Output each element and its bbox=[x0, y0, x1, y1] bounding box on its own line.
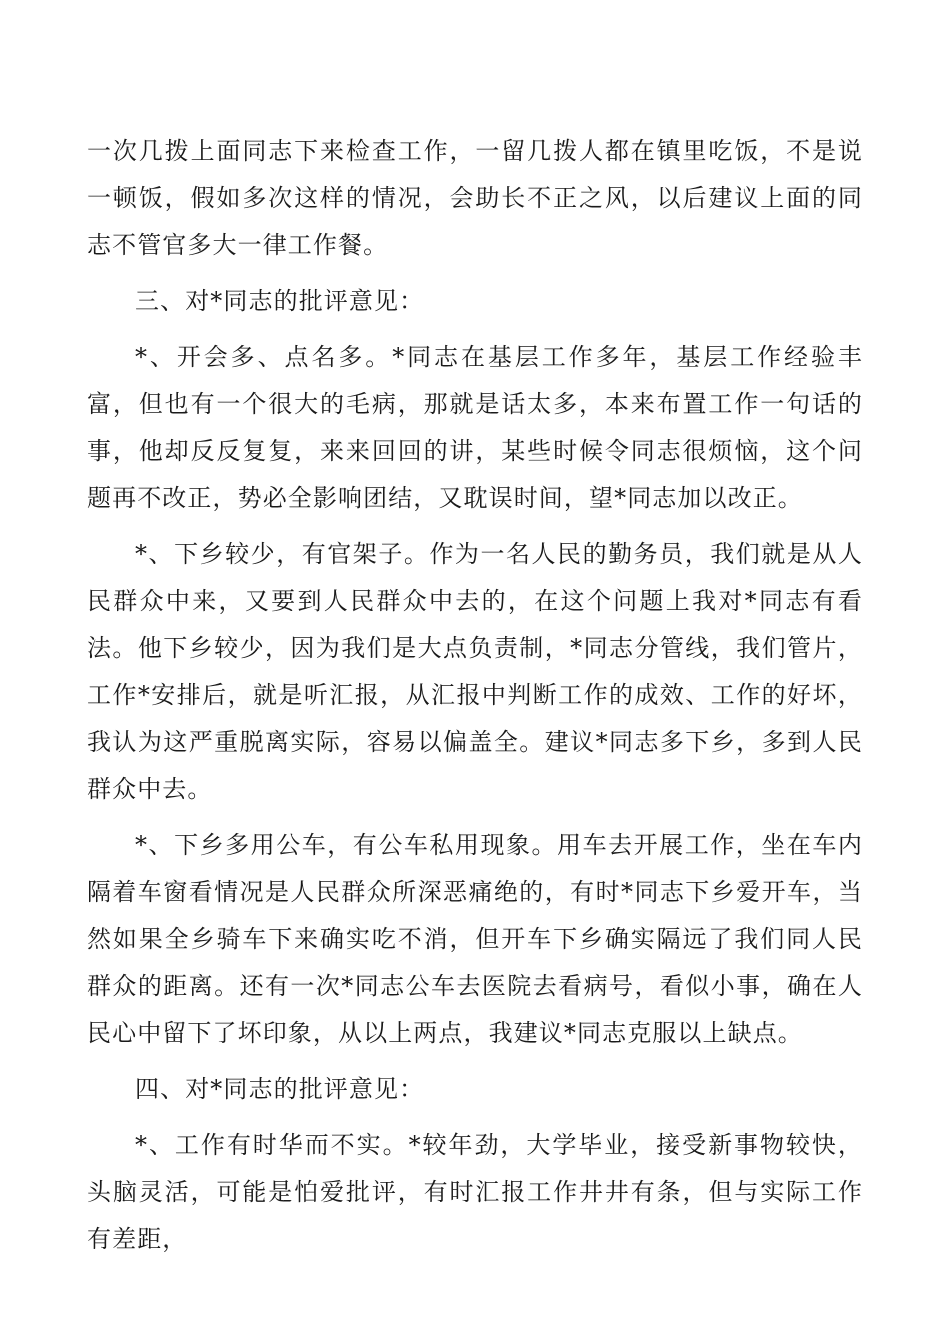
section-heading-three: 三、对*同志的批评意见： bbox=[135, 287, 425, 315]
document-page bbox=[87, 128, 863, 1272]
paragraph-rural-visits: *、下乡较少，有官架子。作为一名人民的勤务员，我们就是从人民群众中来，又要到人民群众中去的，在这个问题上我对*同志有看法。他下乡较少，因为我们是大点负责制，*同志分管线，我们管片，工作*安排后，就是听汇报，从汇报中判断工作的成效、工作的好坏，我认为这严重脱离实际，容易以偏盖全。建议*同志多下乡，多到人民群众中去。 bbox=[87, 540, 863, 803]
section-heading-four: 四、对*同志的批评意见： bbox=[135, 1075, 425, 1103]
paragraph-official-car: *、下乡多用公车，有公车私用现象。用车去开展工作，坐在车内隔着车窗看情况是人民群众所深恶痛绝的，有时*同志下乡爱开车，当然如果全乡骑车下来确实吃不消，但开车下乡确实隔远了我们同人民群众的距离。还有一次*同志公车去医院去看病号，看似小事，确在人民心中留下了坏印象，从以上两点，我建议*同志克服以上缺点。 bbox=[87, 831, 863, 1047]
paragraph-meetings: *、开会多、点名多。*同志在基层工作多年，基层工作经验丰富，但也有一个很大的毛病，那就是话太多，本来布置工作一句话的事，他却反反复复，来来回回的讲，某些时候令同志很烦恼，这个问题再不改正，势必全影响团结，又耽误时间，望*同志加以改正。 bbox=[87, 343, 863, 512]
paragraph-continuation: 一次几拨上面同志下来检查工作，一留几拨人都在镇里吃饭，不是说一顿饭，假如多次这样的情况，会助长不正之风，以后建议上面的同志不管官多大一律工作餐。 bbox=[87, 137, 863, 259]
paragraph-superficial-work: *、工作有时华而不实。*较年劲，大学毕业，接受新事物较快，头脑灵活，可能是怕爱批评，有时汇报工作井井有条，但与实际工作有差距， bbox=[87, 1131, 863, 1253]
